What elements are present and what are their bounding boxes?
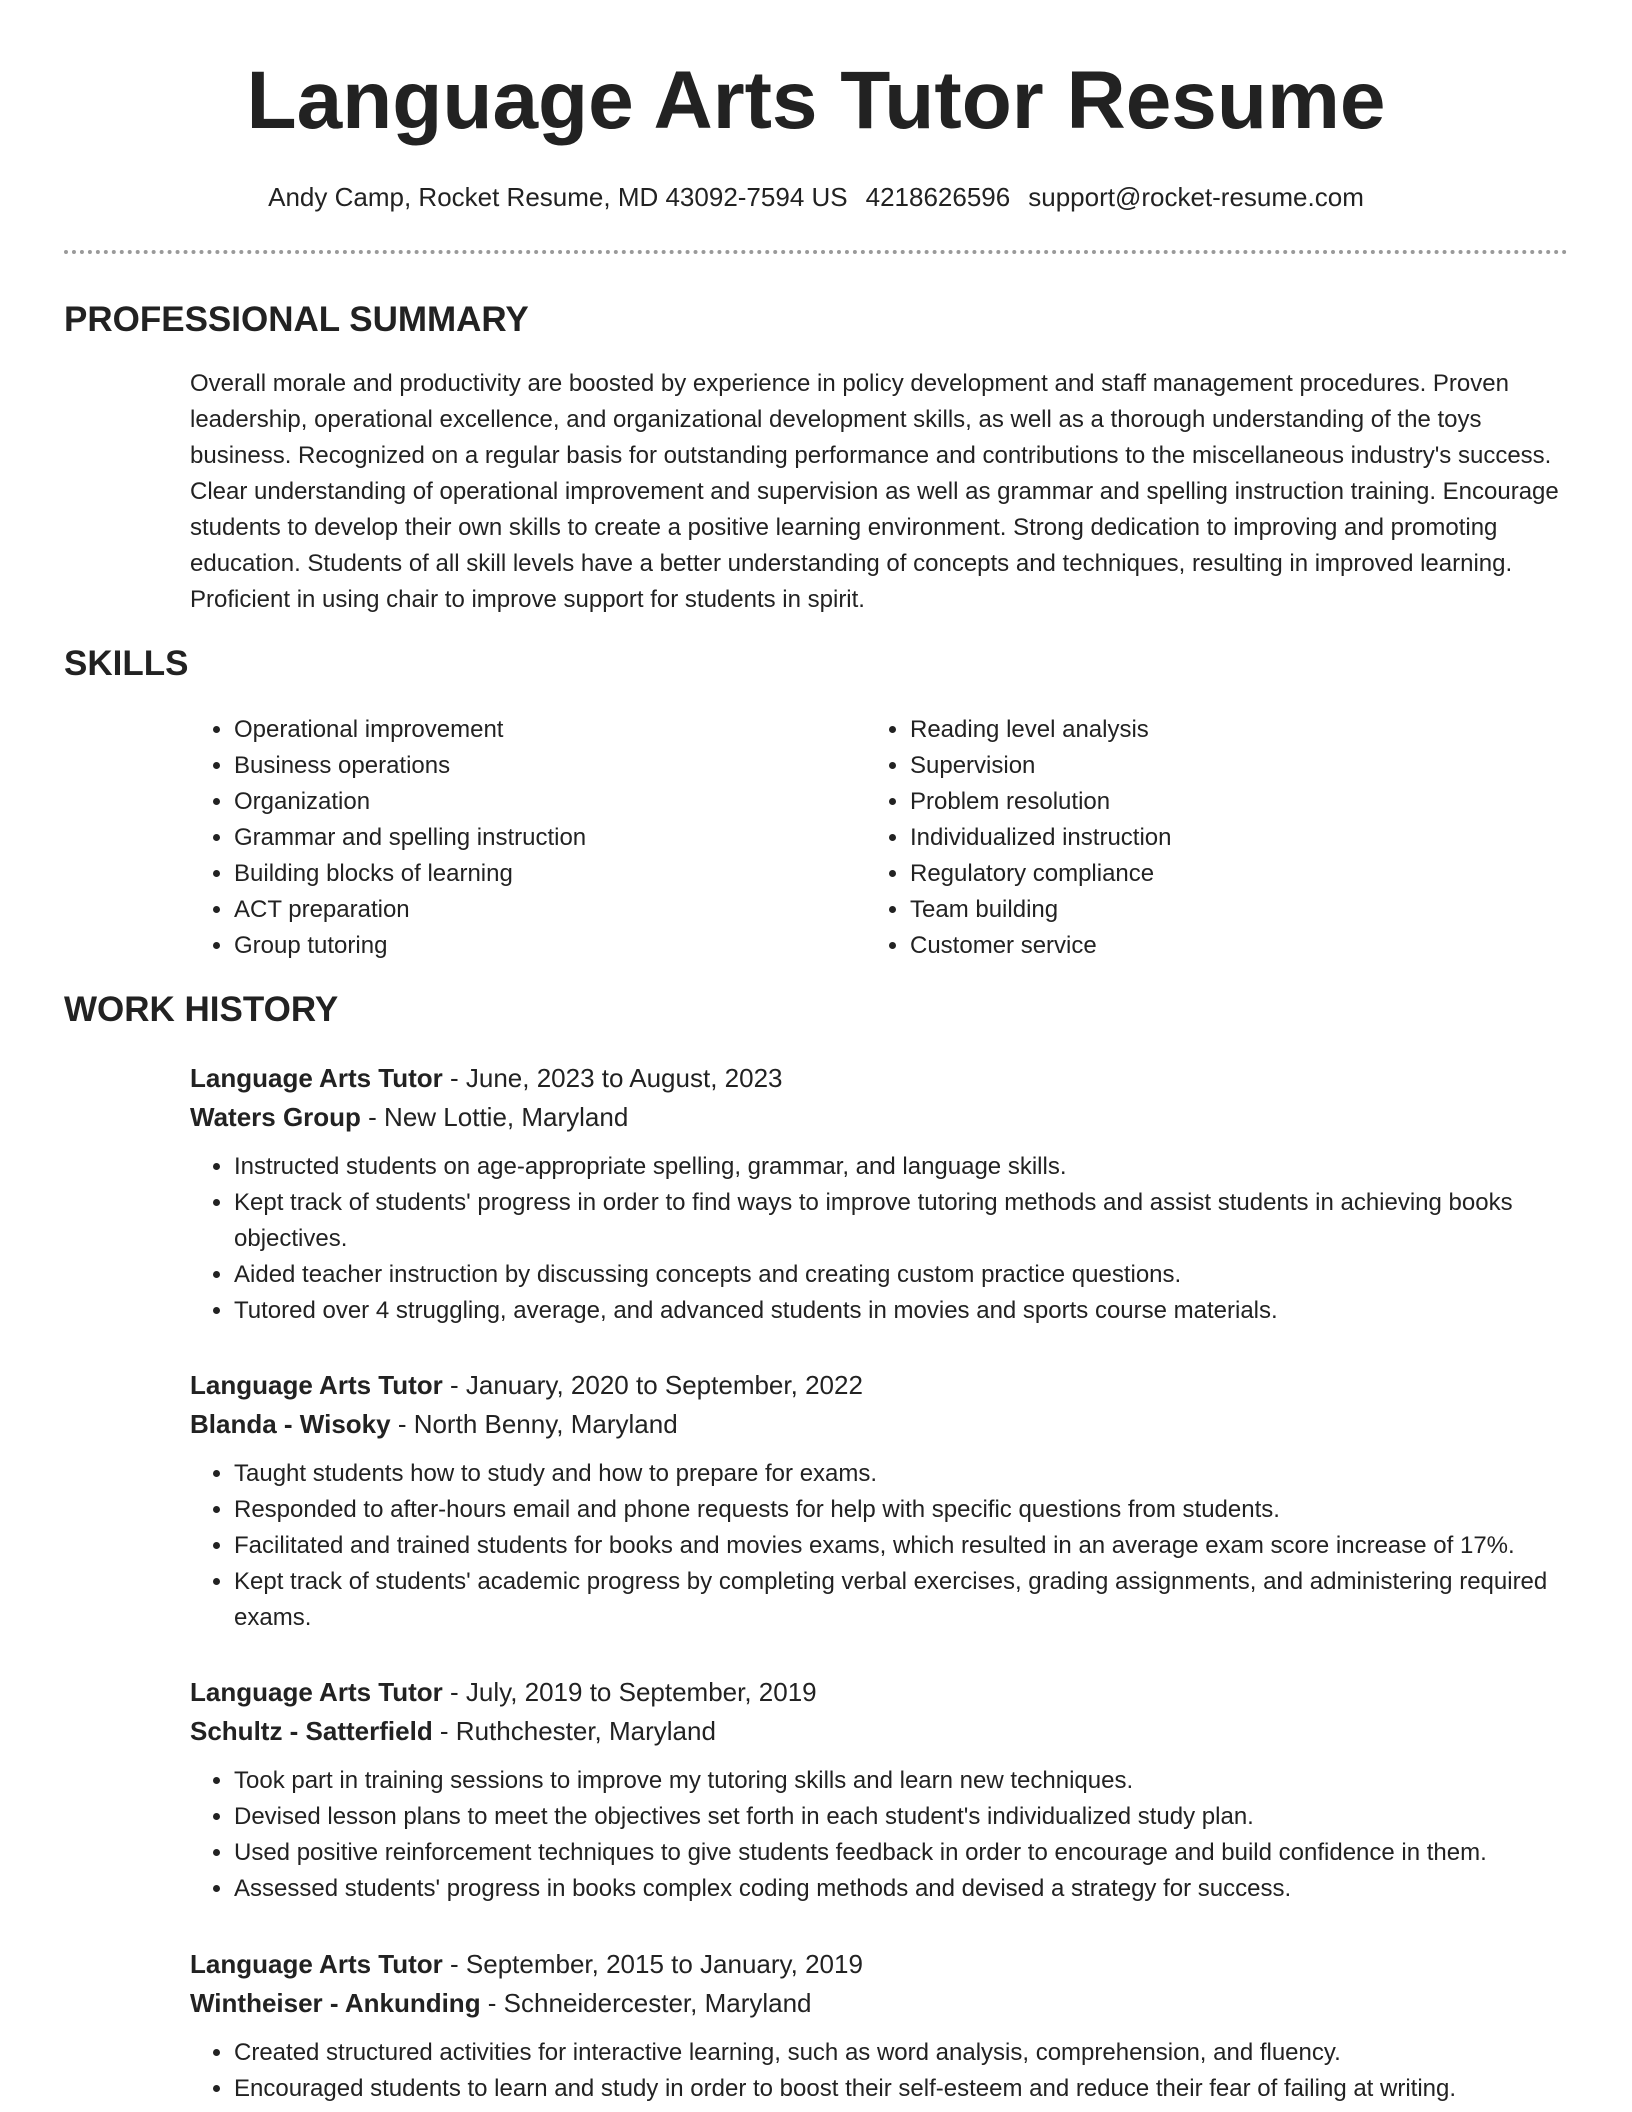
section-heading-work-history: WORK HISTORY xyxy=(64,990,339,1029)
contact-email: support@rocket-resume.com xyxy=(1028,182,1364,212)
job-bullet: • Instructed students on age-appropriate spelling, grammar, and language skills. xyxy=(234,1149,1570,1185)
job-bullet: • Devised lesson plans to meet the objectives set forth in each student's individualized study plan. xyxy=(234,1799,1570,1835)
job-company-line xyxy=(190,1405,1570,1444)
skill-item: • Group tutoring xyxy=(234,928,854,964)
job-title-line xyxy=(190,1366,1570,1405)
skill-item: • Operational improvement xyxy=(234,712,854,748)
contact-line xyxy=(0,182,1632,213)
skill-item: • Supervision xyxy=(910,748,1570,784)
job-company: Schultz - Satterfield xyxy=(190,1716,433,1746)
job-dates: - July, 2019 to September, 2019 xyxy=(442,1677,817,1707)
job-dates: - January, 2020 to September, 2022 xyxy=(442,1370,863,1400)
job-bullets xyxy=(190,1763,1570,1907)
job-company-line xyxy=(190,1098,1570,1137)
job-bullet: • Used positive reinforcement techniques to give students feedback in order to encourage and build confidence in them. xyxy=(234,1835,1570,1871)
skill-item: • Problem resolution xyxy=(910,784,1570,820)
job-entry xyxy=(190,1673,1570,1907)
job-bullet: • Taught students how to study and how to prepare for exams. xyxy=(234,1456,1570,1492)
section-heading-summary: PROFESSIONAL SUMMARY xyxy=(64,300,529,339)
job-company: Wintheiser - Ankunding xyxy=(190,1988,481,2018)
job-location: - Schneidercester, Maryland xyxy=(480,1988,812,2018)
job-location: - New Lottie, Maryland xyxy=(360,1102,629,1132)
job-title: Language Arts Tutor xyxy=(190,1370,443,1400)
job-entry xyxy=(190,1059,1570,1329)
job-company-line xyxy=(190,1984,1570,2023)
job-title-line xyxy=(190,1945,1570,1984)
skill-item: • Reading level analysis xyxy=(910,712,1570,748)
job-bullet: • Responded to after-hours email and phone requests for help with specific questions from students. xyxy=(234,1492,1570,1528)
job-location: - Ruthchester, Maryland xyxy=(432,1716,716,1746)
job-company-line xyxy=(190,1712,1570,1751)
job-bullet: • Tutored over 4 struggling, average, and advanced students in movies and sports course materials. xyxy=(234,1293,1570,1329)
skill-item: • ACT preparation xyxy=(234,892,854,928)
skill-item: • Organization xyxy=(234,784,854,820)
skill-item: • Individualized instruction xyxy=(910,820,1570,856)
job-title-line xyxy=(190,1673,1570,1712)
skills-list-left xyxy=(190,712,854,964)
job-entry xyxy=(190,1945,1570,2107)
job-entry xyxy=(190,1366,1570,1636)
skill-item: • Building blocks of learning xyxy=(234,856,854,892)
job-bullets xyxy=(190,1149,1570,1329)
job-title: Language Arts Tutor xyxy=(190,1677,443,1707)
job-bullet: • Aided teacher instruction by discussing concepts and creating custom practice questions. xyxy=(234,1257,1570,1293)
job-bullets xyxy=(190,1456,1570,1636)
skill-item: • Regulatory compliance xyxy=(910,856,1570,892)
page-title: Language Arts Tutor Resume xyxy=(246,55,1386,146)
job-bullets xyxy=(190,2035,1570,2107)
contact-address: Andy Camp, Rocket Resume, MD 43092-7594 US xyxy=(268,182,848,212)
job-title: Language Arts Tutor xyxy=(190,1949,443,1979)
header-divider xyxy=(64,250,1568,254)
job-company: Waters Group xyxy=(190,1102,361,1132)
skill-item: • Team building xyxy=(910,892,1570,928)
job-bullet: • Encouraged students to learn and study in order to boost their self-esteem and reduce their fear of failing at writing. xyxy=(234,2071,1570,2107)
job-bullet: • Took part in training sessions to improve my tutoring skills and learn new techniques. xyxy=(234,1763,1570,1799)
job-title: Language Arts Tutor xyxy=(190,1063,443,1093)
contact-phone: 4218626596 xyxy=(865,182,1011,212)
skill-item: • Customer service xyxy=(910,928,1570,964)
job-bullet: • Created structured activities for interactive learning, such as word analysis, comprehension, and fluency. xyxy=(234,2035,1570,2071)
job-location: - North Benny, Maryland xyxy=(390,1409,678,1439)
summary-text: Overall morale and productivity are boosted by experience in policy development and staff management procedures. Proven leadership, operational excellence, and organizational development skills, as well as a thorough understanding of the toys business. Recognized on a regular basis for outstanding performance and contributions to the miscellaneous industry's success. Clear understanding of operational improvement and supervision as well as grammar and spelling instruction training. Encourage students to develop their own skills to create a positive learning environment. Strong dedication to improving and promoting education. Students of all skill levels have a better understanding of concepts and techniques, resulting in improved learning. Proficient in using chair to improve support for students in spirit. xyxy=(190,370,1559,613)
job-bullet: • Facilitated and trained students for books and movies exams, which resulted in an average exam score increase of 17%. xyxy=(234,1528,1570,1564)
job-bullet: • Kept track of students' progress in order to find ways to improve tutoring methods and assist students in achieving books objectives. xyxy=(234,1185,1570,1257)
job-bullet: • Assessed students' progress in books complex coding methods and devised a strategy for success. xyxy=(234,1871,1570,1907)
section-heading-skills: SKILLS xyxy=(64,644,189,683)
job-dates: - June, 2023 to August, 2023 xyxy=(442,1063,783,1093)
job-dates: - September, 2015 to January, 2019 xyxy=(442,1949,863,1979)
skill-item: • Grammar and spelling instruction xyxy=(234,820,854,856)
job-title-line xyxy=(190,1059,1570,1098)
skill-item: • Business operations xyxy=(234,748,854,784)
job-company: Blanda - Wisoky xyxy=(190,1409,391,1439)
job-bullet: • Kept track of students' academic progress by completing verbal exercises, grading assignments, and administering required exams. xyxy=(234,1564,1570,1636)
skills-list-right xyxy=(866,712,1570,964)
